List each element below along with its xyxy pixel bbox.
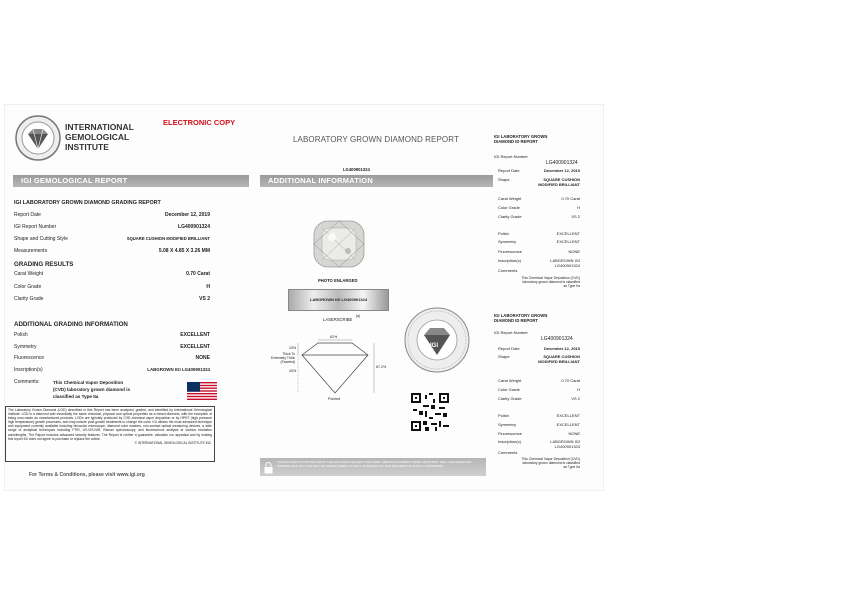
right-clarity: Clarity Grade VS 2 — [498, 396, 580, 401]
band-additional-information: ADDITIONAL INFORMATION — [260, 175, 493, 187]
right-fluorescence: Fluorescence NONE — [498, 249, 580, 254]
right-polish: Polish EXCELLENT — [498, 231, 580, 236]
us-flag-icon — [187, 382, 217, 400]
row-carat: Carat Weight 0.70 Carat — [14, 271, 210, 277]
middle-report-number: LG400901324 — [343, 167, 370, 172]
row-report-number: IGI Report Number LG400901324 — [14, 224, 210, 230]
photo-caption: PHOTO ENLARGED — [318, 278, 358, 283]
disclaimer-text: The Laboratory Grown Diamond (LGD) described in this Report has been analyzed, graded, and identified by International Gemological Institute. LGD is a diamond with essentially the same chemical, physical and optical properties as a mined diamond, with the exception of being man-made as manufactured products. LGDs are typically produced by CVD chemical vapor deposition or by HPHT (high pressure high temperature) growth processes, and may include post-growth treatments to change the color. IGI utilizes the most advanced technique and equipment currently available including binocular microscope, diamond color masters, non-contact optical measuring devices, a wide range of analytical techniques including FTIR, UV-VIS-NIR, Raman spectroscopy, and fluorescence analysis at various excitation wavelengths. The Report includes advanced security features. The Report is neither a guarantee, valuation nor appraisal and by making this report IGI does not agree to purchase or replace the article. — [8, 408, 212, 441]
right-comments-label: Comments — [498, 450, 518, 455]
terms-footer: For Terms & Conditions, please visit www.igi.org — [29, 472, 145, 478]
right-report-number: LG400901324 — [541, 336, 573, 342]
org-line-1: INTERNATIONAL — [65, 122, 134, 132]
row-measurements: Measurements 5.08 X 4.85 X 3.26 MM — [14, 248, 210, 254]
right-polish: Polish EXCELLENT — [498, 413, 580, 418]
girdle-label: Thick To Extremely Thick (Faceted) — [270, 352, 295, 365]
report-title: LABORATORY GROWN DIAMOND REPORT — [293, 135, 459, 144]
laserscribe-text: LABGROWN IGI LG400901324 — [309, 297, 368, 302]
right-report-date: Report Date December 12, 2019 — [498, 346, 580, 351]
right-report-date: Report Date December 12, 2019 — [498, 168, 580, 173]
security-text: THIS DOCUMENT IS PROTECTED BY THE FOLLOWING SECURITY FEATURES: SPECIAL DOCUMENT PAPER, MICROTEXT, SEAL, HOLOGRAM AND INVISIBLE INKS THAT CAN ONLY BE VIEWED UNDER UV LIGHT. ALTERATION OF THIS DOCUMENT IS STRICTLY PROHIBITED. — [277, 460, 472, 468]
band-gemological-report: IGI GEMOLOGICAL REPORT — [13, 175, 249, 187]
right-report-number: LG400901324 — [546, 160, 578, 166]
right-comments-text: This Chemical Vapor Deposition (CVD) laboratory grown diamond is classified as Type IIa — [521, 276, 580, 289]
right-carat: Carat Weight 0.70 Carat — [498, 196, 580, 201]
electronic-copy-label: ELECTRONIC COPY — [163, 118, 236, 127]
right-title: IGI LABORATORY GROWN DIAMOND ID REPORT — [494, 313, 548, 323]
org-line-2: GEMOLOGICAL — [65, 132, 130, 142]
right-carat: Carat Weight 0.70 Carat — [498, 378, 580, 383]
right-comments-text: This Chemical Vapor Deposition (CVD) laboratory grown diamond is classified as Type IIa — [521, 457, 580, 470]
right-report-number-label: IGI Report Number — [494, 330, 528, 335]
igi-seal-icon — [404, 307, 470, 373]
right-symmetry: Symmetry EXCELLENT — [498, 422, 580, 427]
igi-report-document — [4, 104, 604, 491]
copyright-text: © INTERNATIONAL GEMOLOGICAL INSTITUTE INC. — [134, 440, 212, 445]
laserscribe-note: (a) — [356, 314, 361, 318]
row-report-date: Report Date December 12, 2019 — [14, 212, 210, 218]
right-title: IGI LABORATORY GROWN DIAMOND ID REPORT — [494, 134, 548, 144]
right-fluorescence: Fluorescence NONE — [498, 431, 580, 436]
laserscribe-caption: LASERSCRIBE — [323, 317, 353, 322]
right-inscription: Inscription(s) LABGROWN IGI LG400901324 — [498, 258, 580, 268]
right-symmetry: Symmetry EXCELLENT — [498, 239, 580, 244]
qr-code-icon[interactable] — [411, 393, 449, 431]
row-shape: Shape and Cutting Style SQUARE CUSHION MODIFIED BRILLIANT — [14, 236, 210, 242]
row-fluorescence: Fluorescence NONE — [14, 355, 210, 361]
row-clarity: Clarity Grade VS 2 — [14, 296, 210, 302]
org-name — [65, 122, 134, 152]
comments-text: This Chemical Vapor Deposition (CVD) laboratory grown diamond is classified as Type IIa — [53, 380, 131, 399]
lock-icon — [264, 461, 273, 473]
right-inscription: Inscription(s) LABGROWN IGI LG400901324 — [498, 439, 580, 449]
table-percent: 62% — [330, 335, 338, 339]
row-polish: Polish EXCELLENT — [14, 332, 210, 338]
culet-label: Pointed — [328, 397, 341, 401]
right-report-number-label: IGI Report Number — [494, 154, 528, 159]
right-clarity: Clarity Grade VS 2 — [498, 214, 580, 219]
row-symmetry: Symmetry EXCELLENT — [14, 344, 210, 350]
crown-percent: 13% — [289, 346, 297, 350]
security-features-bar — [260, 458, 486, 476]
proportions-diagram — [260, 335, 400, 405]
right-color: Color Grade H — [498, 387, 580, 392]
row-inscription: Inscription(s) LABGROWN IGI LG400901324 — [14, 367, 210, 373]
laserscribe-image — [288, 289, 389, 311]
comments-label: Comments: — [14, 379, 40, 385]
right-shape: Shape SQUARE CUSHION MODIFIED BRILLIANT — [498, 177, 580, 187]
row-color: Color Grade H — [14, 284, 210, 290]
right-color: Color Grade H — [498, 205, 580, 210]
igi-logo-seal-icon — [15, 115, 61, 161]
depth-percent: 67.2% — [376, 365, 387, 369]
disclaimer-box — [5, 406, 215, 462]
pavilion-percent: 43% — [289, 369, 297, 373]
org-line-3: INSTITUTE — [65, 142, 109, 152]
grading-report-title: IGI LABORATORY GROWN DIAMOND GRADING REPORT — [14, 200, 161, 206]
seal-initials: IGI — [430, 343, 439, 349]
right-comments-label: Comments — [498, 268, 518, 273]
additional-grading-title: ADDITIONAL GRADING INFORMATION — [14, 321, 128, 328]
grading-results-title: GRADING RESULTS — [14, 261, 74, 268]
right-shape: Shape SQUARE CUSHION MODIFIED BRILLIANT — [498, 354, 580, 364]
diamond-photo — [310, 219, 368, 269]
